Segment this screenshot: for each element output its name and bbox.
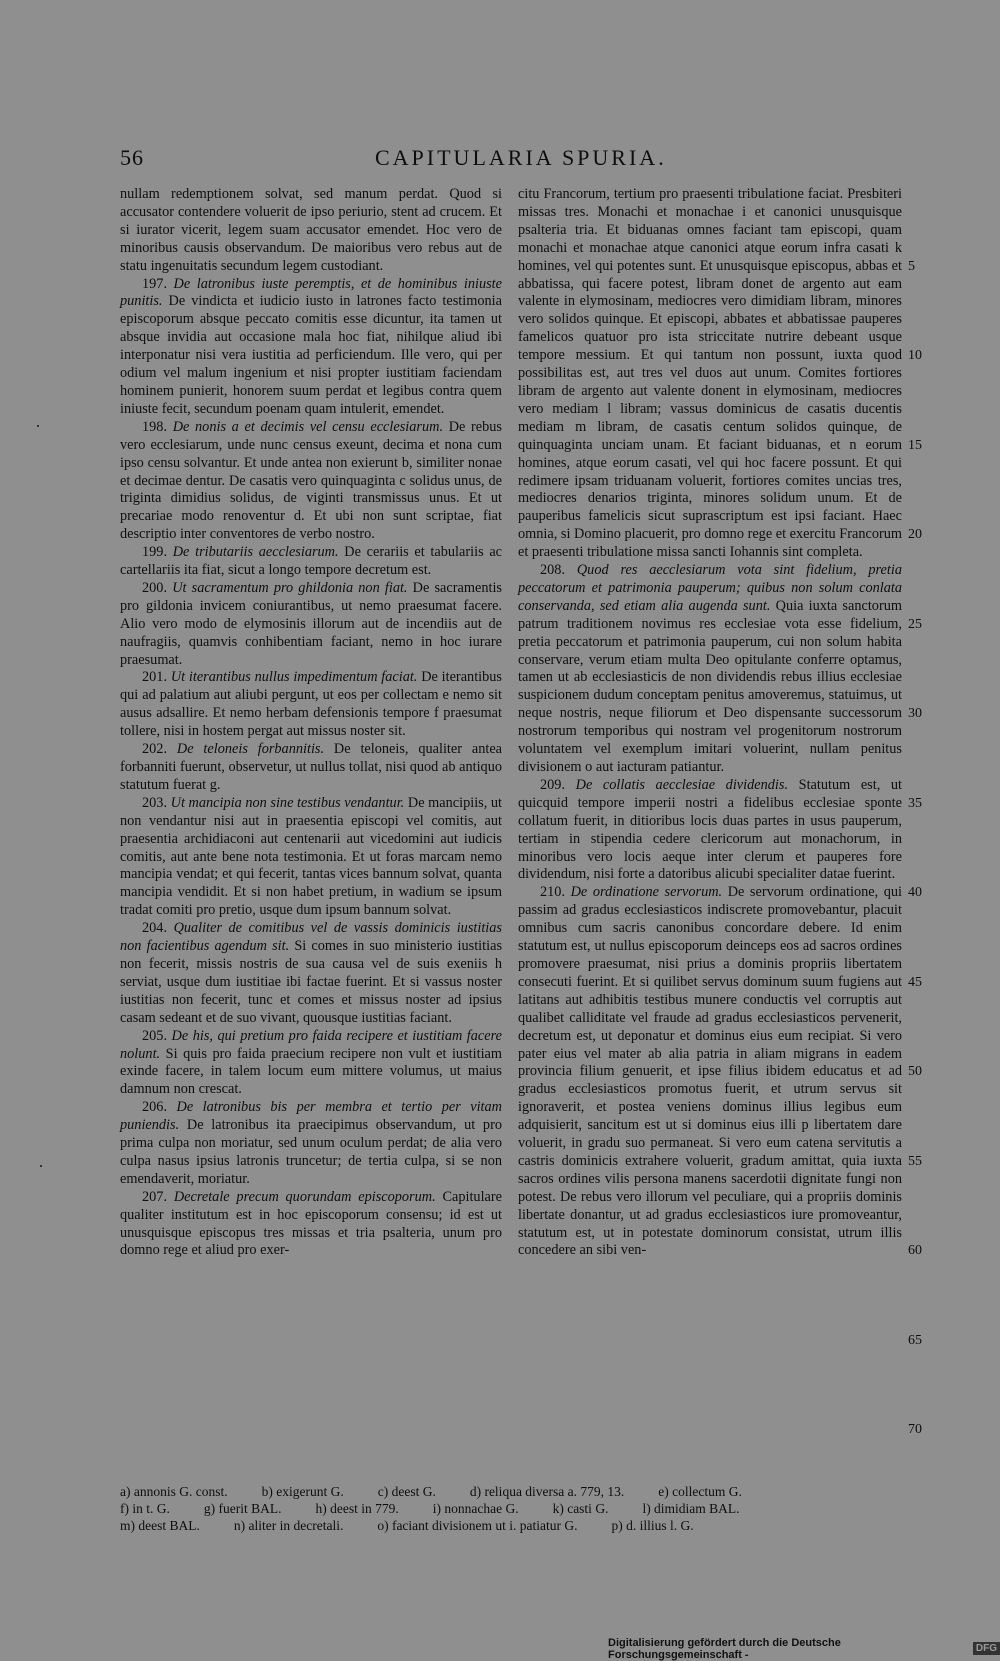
chapter-title: Decretale precum quorundam episcoporum. — [173, 1188, 436, 1205]
chapter-title: De teloneis forbannitis. — [176, 741, 325, 758]
line-number: 5 — [908, 258, 915, 274]
footnote: b) exigerunt G. — [261, 1484, 344, 1499]
paragraph-text: De iterantibus qui ad palatium aut aliubi pergunt, ut eos per collectam e nemo sit ausus adsallire. Et nemo herbam defensionis tempore f praesumat tollere, nisi in hostem pergat aut missus noster sit. — [120, 669, 502, 740]
paragraph-text: Si comes in suo ministerio iustitias non fecerit, missis nostris de sua causa vel de suis exeniis h serviat, usque dum iustitiae ibi factae fuerint. Et si vassus noster iustitias non fecerit, tunc et comes et missus noster ad ipsius casam sedeant et de suo vivant, quousque iustitias faciant. — [120, 938, 503, 1026]
paragraph-text: Statutum est, ut quicquid tempore imperii nostri a fidelibus ecclesiae sponte collatum fuerit, in ditioribus locis duas partes in usus pauperum, tertiam in stipendia cedere clericorum aut monachorum, in minoribus vero locis aeque inter clerum et pauperes fore dividendum, nisi forte a datoribus alicubi specialiter datae fuerint. — [518, 776, 903, 883]
footnote: h) deest in 779. — [315, 1501, 399, 1516]
chapter-title: De ordinatione servorum. — [570, 884, 723, 901]
right-column — [518, 186, 902, 1260]
footnote-line — [120, 1483, 910, 1500]
credit-text: Digitalisierung gefördert durch die Deutsche Forschungsgemeinschaft - — [608, 1636, 841, 1661]
running-title: CAPITULARIA SPURIA. — [375, 145, 667, 170]
footnote-line — [120, 1517, 910, 1534]
paragraph — [120, 1099, 502, 1189]
page-header — [120, 145, 900, 181]
chapter-number: 197. — [142, 275, 168, 292]
footnote: n) aliter in decretali. — [233, 1518, 344, 1533]
chapter-title: Ut mancipia non sine testibus vendantur. — [170, 794, 405, 811]
paragraph-text: De sacramentis pro gildonia invicem coniurantibus, ut nemo praesumat facere. Alio vero modo de elymosinis illorum aut de incendiis aut de naufragiis, quamvis conhibentiam faciant, nemo in hoc iurare praesumat. — [120, 579, 502, 668]
chapter-number: 207. — [142, 1188, 168, 1205]
chapter-number: 203. — [142, 794, 168, 811]
paragraph — [120, 544, 502, 580]
paragraph — [120, 419, 502, 544]
footnote: k) casti G. — [552, 1501, 609, 1516]
paragraph-text: nullam redemptionem solvat, sed manum perdat. Quod si accusator contendere voluerit de ipso periurio, stent ad crucem. Et si iurator vicerit, legem suam accusator emendet. Hoc vero de minoribus causis observandum. De maioribus vero rebus aut de statu ingenuitatis secundum legem custodiant. — [120, 186, 502, 274]
dfg-logo: DFG — [973, 1642, 1000, 1655]
scan-speck — [37, 425, 39, 427]
paragraph-text: Quia iuxta sanctorum patrum traditionem novimus res ecclesiae vota esse fidelium, pretia peccatorum et patrimonia pauperum, cui non solum habita conservare, verum etiam multa Deo opitulante conferre optamus, tamen ut ab ecclesiasticis de non dividendis rebus illius ecclesiae suspicionem dudum conceptam penitus amoveremus, statuimus, ut neque nostris, neque filiorum et Deo dispensante successorum nostrorum temporibus qui nostram vel progenitorum nostrorum voluntatem vel exemplum imitari voluerint, nullam penitus divisionem o aut iacturam patiantur. — [518, 597, 902, 775]
chapter-number: 209. — [540, 776, 566, 793]
paragraph — [120, 669, 502, 741]
chapter-number: 206. — [142, 1099, 168, 1116]
line-number: 35 — [908, 795, 922, 811]
line-number: 65 — [908, 1332, 922, 1348]
paragraph-text: De vindicta et iudicio iusto in latrones facto testimonia episcoporum absque peccato comitis esse dicuntur, ita tamen ut absque invidia aut occasione mala hoc fiat, nihilque aliud ibi interponatur nisi vera iustitia ad perficiendum. Ille vero, qui per odium vel malum ingenium et nisi propter iustitiam faciendam hominem punierit, honorem suum perdat et legibus contra quem iniuste fecit, secundum poenam quam intulerit, emendet. — [120, 293, 502, 417]
footnote: d) reliqua diversa a. 779, 13. — [469, 1484, 625, 1499]
chapter-number: 202. — [142, 741, 168, 758]
paragraph-text: De mancipiis, ut non vendantur nisi aut in praesentia episcopi vel comitis, aut praesentia archidiaconi aut centenarii aut vicedomini aut iudicis comitis, aut ante bene nota testimonia. Et ut foras marcam nemo mancipia vendat; et qui fecerit, tantas vices bannum solvat, quanta mancipia vendidit. Et si non habet pretium, in wadium se ipsum tradat comiti pro pretio, usque dum ipsum bannum solvat. — [120, 794, 503, 919]
paragraph-text: Si quis pro faida praecium recipere non vult et iustitiam exinde facere, in talem locum eum mittere volumus, ut maius damnum non crescat. — [120, 1045, 503, 1098]
footnote: p) d. illius l. G. — [611, 1518, 694, 1533]
footnote: a) annonis G. const. — [120, 1484, 228, 1499]
chapter-title: De nonis a et decimis vel censu ecclesiarum. — [172, 418, 444, 435]
chapter-number: 198. — [142, 418, 168, 435]
chapter-number: 201. — [142, 669, 168, 686]
line-number: 10 — [908, 348, 922, 364]
chapter-title: De collatis aecclesiae dividendis. — [575, 776, 789, 793]
chapter-title: Ut sacramentum pro ghildonia non fiat. — [172, 579, 408, 596]
line-number: 60 — [908, 1243, 922, 1259]
chapter-title: Ut iterantibus nullus impedimentum faciat. — [170, 669, 418, 686]
paragraph-text: De servorum ordinatione, qui passim ad gradus ecclesiasticos indiscrete promovebantur, placuit omnibus cum sacris canonibus concordare debere. Id enim statutum est, ut nullus episcoporum deinceps eos ad sacros ordines promovere praesumat, nisi prius a dominis propriis libertatem consecuti fuerint. Et si quilibet servus dominum suum fugiens aut latitans aut adhibitis testibus munere conductis vel corruptis aut qualibet calliditate vel fraude ad gradus ecclesiasticos pervenerit, decretum est, ut deponatur et dominus eius eum recipiat. Si vero pater eius vel mater ab alia patria in aliam migrans in eadem provincia filium genuerit, et ipse filius ibidem educatus et ad gradus ecclesiasticos promotus fuerit, et utrum servus sit ignoraverit, et postea veniens dominus illius legibus eum adquisierit, sancitum est ut si dominus eius illi p libertatem dare voluerit, in gradu suo permaneat. Si vero eum catena servitutis a castris dominicis extrahere voluerit, gradum amittat, quia iuxta sacros ordines vilis persona manens sacerdotii dignitate fungi non potest. De rebus vero illorum vel peculiare, qui a propriis dominis libertate donantur, ut ad gradus ecclesiasticos iure promoveantur, statutum est, ut in potestate dominorum consistat, utrum illis concedere an sibi ven- — [518, 884, 902, 1259]
line-number: 55 — [908, 1153, 922, 1169]
chapter-number: 210. — [540, 884, 566, 901]
footnote: m) deest BAL. — [120, 1518, 200, 1533]
paragraph — [120, 920, 502, 1027]
line-number: 30 — [908, 706, 922, 722]
paragraph-text: Capitulare qualiter institutum est in hoc episcoporum consensu; id est ut unusquisque episcopus tres missas et tria psalteria, unum pro domno rege et aliud pro exer- — [120, 1188, 503, 1259]
left-column — [120, 186, 502, 1260]
page-number: 56 — [120, 145, 144, 170]
paragraph — [120, 795, 502, 920]
paragraph — [120, 580, 502, 670]
line-number: 50 — [908, 1064, 922, 1080]
chapter-title: Quod res aecclesiarum vota sint fidelium, pretia peccatorum et patrimonia pauperum; quibus non solum conlata conservanda, sed etiam alia augenda sunt. — [518, 562, 902, 614]
paragraph — [120, 276, 502, 419]
footnote: c) deest G. — [377, 1484, 436, 1499]
paragraph — [518, 884, 902, 1260]
footnote: o) faciant divisionem ut i. patiatur G. — [377, 1518, 578, 1533]
chapter-number: 208. — [540, 562, 566, 579]
paragraph-text: citu Francorum, tertium pro praesenti tribulatione faciat. Presbiteri missas tres. Monachi et monachae i et canonici unusquisque psalteria tria. Et biduanas omnes faciant tam episcopi, quam monachi et monachae atque canonici atque eorum infra casati k homines, vel qui potentes sunt. Et unusquisque episcopus, abbas et abbatissa, qui facere potest, libram donet de argento aut eam valente in elymosinam, mediocres vero dimidiam libram, minores vero solidos quinque. Et episcopi, abbates et abbatissae pauperes famelicos quatuor pro ista striccitate nutrire debeant usque tempore messium. Et qui tantum non possunt, iuxta quod possibilitas est, aut tres vel duos aut unum. Comites fortiores libram de argento aut valente donent in elymosinam, mediocres vero mediam l libram; vassus dominicus de casatis ducentis mediam m libram, de casatis centum solidos quinque, de quinquaginta unciam unam. Et faciant biduanas, et n eorum homines, atque eorum casati, vel qui hoc facere possunt. Et qui redimere ipsam triduanam voluerit, fortiores comites uncias tres, mediocres denarios triginta, minores solidum unum. Et de pauperibus famelicis sicut suprascriptum est ipsi faciant. Haec omnia, si Domino placuerit, pro domno rege et exercitu Francorum et praesenti tribulatione missa sancti Iohannis sint completa. — [518, 186, 902, 561]
paragraph — [518, 777, 902, 884]
footnote-line — [120, 1500, 910, 1517]
chapter-title: De latronibus iuste peremptis, et de hominibus iniuste punitis. — [120, 275, 502, 310]
footnotes — [120, 1483, 910, 1534]
line-number: 45 — [908, 974, 922, 990]
footnote: i) nonnachae G. — [432, 1501, 519, 1516]
chapter-title: De his, qui pretium pro faida recipere et iustitiam facere nolunt. — [120, 1027, 502, 1062]
chapter-title: De latronibus bis per membra et tertio per vitam puniendis. — [120, 1099, 502, 1134]
paragraph — [518, 186, 902, 562]
line-number: 25 — [908, 616, 922, 632]
footnote: f) in t. G. — [120, 1501, 170, 1516]
line-number: 40 — [908, 885, 922, 901]
line-number: 70 — [908, 1422, 922, 1438]
paragraph-text: De teloneis, qualiter antea forbanniti fuerunt, observetur, ut nullus tollat, nisi quod ab antiquo statutum fuerat g. — [120, 741, 503, 793]
footnote: l) dimidiam BAL. — [642, 1501, 740, 1516]
paragraph-text: De cerariis et tabulariis ac cartellariis ita fiat, sicut a longo tempore decretum est. — [120, 544, 503, 579]
paragraph-text: De latronibus ita praecipimus observandum, ut pro prima culpa non moriatur, sed unum oculum perdat; de alia vero culpa nasus ipsius latronis truncetur; de tertia culpa, si se non emendaverit, moriatur. — [120, 1117, 502, 1187]
paragraph — [120, 1189, 502, 1261]
footnote: e) collectum G. — [658, 1484, 742, 1499]
chapter-number: 200. — [142, 579, 168, 596]
line-number: 20 — [908, 527, 922, 543]
paragraph-text: De rebus vero ecclesiarum, unde nunc census exeunt, decima et nona cum ipso censu solvantur. Et unde antea non exierunt b, similiter nonae et decimae dentur. De casatis vero quinquaginta c solidus unus, de triginta dimidius solidus, de viginti transmissus unus. Et ut precariae modo renoventur d. Et ubi non sunt scriptae, fiat descriptio inter conventores de verbo nostro. — [120, 418, 502, 543]
chapter-number: 199. — [142, 544, 168, 561]
chapter-title: De tributariis aecclesiarum. — [172, 544, 339, 561]
paragraph — [120, 1028, 502, 1100]
paragraph — [120, 741, 502, 795]
paragraph — [518, 562, 902, 777]
chapter-number: 204. — [142, 920, 168, 937]
scan-speck — [40, 1165, 42, 1167]
digitization-credit — [608, 1636, 1000, 1661]
line-number: 15 — [908, 437, 922, 453]
chapter-title: Qualiter de comitibus vel de vassis dominicis iustitias non facientibus agendum sit. — [120, 920, 502, 955]
paragraph — [120, 186, 502, 276]
footnote: g) fuerit BAL. — [203, 1501, 282, 1516]
chapter-number: 205. — [142, 1027, 168, 1044]
